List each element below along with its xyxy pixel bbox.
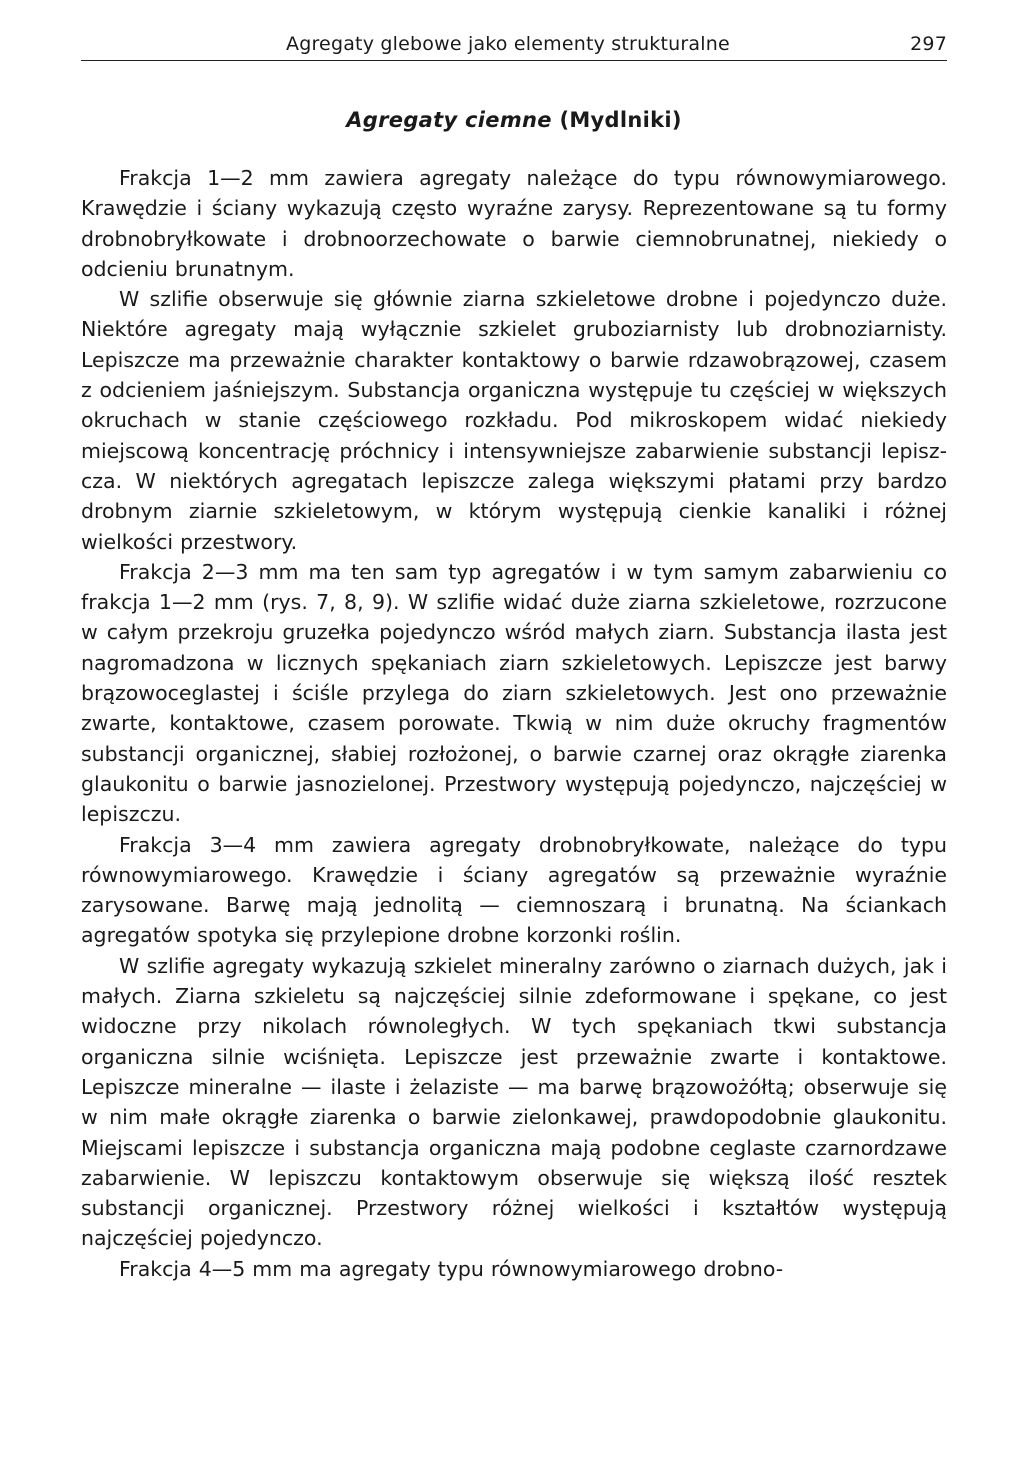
page [81,28,947,1284]
body-text [81,163,947,1284]
running-title: Agregaty glebowe jako elementy strukturalne [286,33,730,55]
paragraph-fraction-1-2: Frakcja 1—2 mm zawiera agregaty należące do typu równowymiarowego. Krawędzie i ściany wykazują często wyraźne zarysy. Reprezentowane są tu formy drobnobryłkowate i drobnoorzechowate o barwie ciemnobrunatnej, niekiedy o odcieniu brunatnym. [81,166,947,281]
section-heading-location: (Mydlniki) [551,108,682,132]
paragraph-fraction-2-3: Frakcja 2—3 mm ma ten sam typ agregatów i w tym samym zabarwieniu co frakcja 1—2 mm (rys. 7, 8, 9). W szlifie widać duże ziarna szkieletowe, rozrzucone w całym przekroju gruzełka pojedynczo wśród małych ziarn. Substancja ilasta jest nagromadzona w licznych spękaniach ziarn szkieletowych. Lepiszcze jest barwy brązowoceglastej i ściśle przylega do ziarn szkieletowych. Jest ono przeważnie zwarte, kontaktowe, czasem porowate. Tkwią w nim duże okruchy fragmentów substancji organicznej, słabiej rozłożonej, o barwie czarnej oraz okrągłe ziarenka glaukonitu o barwie jasnozielonej. Przestwory występują pojedynczo, najczęściej w lepiszczu. [81,559,947,827]
section-heading-italic: Agregaty ciemne [346,108,552,132]
paragraph-fraction-3-4: Frakcja 3—4 mm zawiera agregaty drobnobryłkowate, należące do typu równowymiarowego. Krawędzie i ściany agregatów są przeważnie wyraźnie zarysowane. Barwę mają jednolitą — ciemnoszarą i brunatną. Na ściankach agregatów spotyka się przylepione drobne korzonki roślin. [81,832,947,948]
running-head [81,28,947,61]
paragraph-thin-section-1-2: W szlifie obserwuje się głównie ziarna szkieletowe drobne i pojedynczo duże. Niektóre agregaty mają wyłącznie szkielet gruboziarnisty lub drobnoziarnisty. Lepiszcze ma przeważnie charakter kontaktowy o barwie rdzawobrązowej, czasem z odcieniem jaśniejszym. Substancja organiczna występuje tu częściej w większych okruchach w stanie częściowego rozkładu. Pod mikroskopem widać niekiedy miejscową koncentrację próchnicy i intensywniejsze zabarwienie substancji lepiszcza. W niektórych agregatach lepiszcze zalega większymi płatami przy bardzo drobnym ziarnie szkieletowym, w którym występują cienkie kanaliki i różnej wielkości przestwory. [81,287,947,554]
page-number: 297 [910,33,947,55]
paragraph-thin-section-3-4: W szlifie agregaty wykazują szkielet mineralny zarówno o ziarnach dużych, jak i małych. Ziarna szkieletu są najczęściej silnie zdeformowane i spękane, co jest widoczne przy nikolach równoległych. W tych spękaniach tkwi substancja organiczna silnie wciśnięta. Lepiszcze jest przeważnie zwarte i kontaktowe. Lepiszcze mineralne — ilaste i żelaziste — ma barwę brązowożółtą; obserwuje się w nim małe okrągłe ziarenka o barwie zielonkawej, prawdopodobnie glaukonitu. Miejscami lepiszcze i substancja organiczna mają podobne ceglaste czarnordzawe zabarwienie. W lepiszczu kontaktowym obserwuje się większą ilość resztek substancji organicznej. Przestwory różnej wielkości i kształtów występują najczęściej pojedynczo. [81,953,947,1251]
paragraph-fraction-4-5: Frakcja 4—5 mm ma agregaty typu równowymiarowego drobno- [119,1256,784,1281]
section-heading [81,105,947,135]
